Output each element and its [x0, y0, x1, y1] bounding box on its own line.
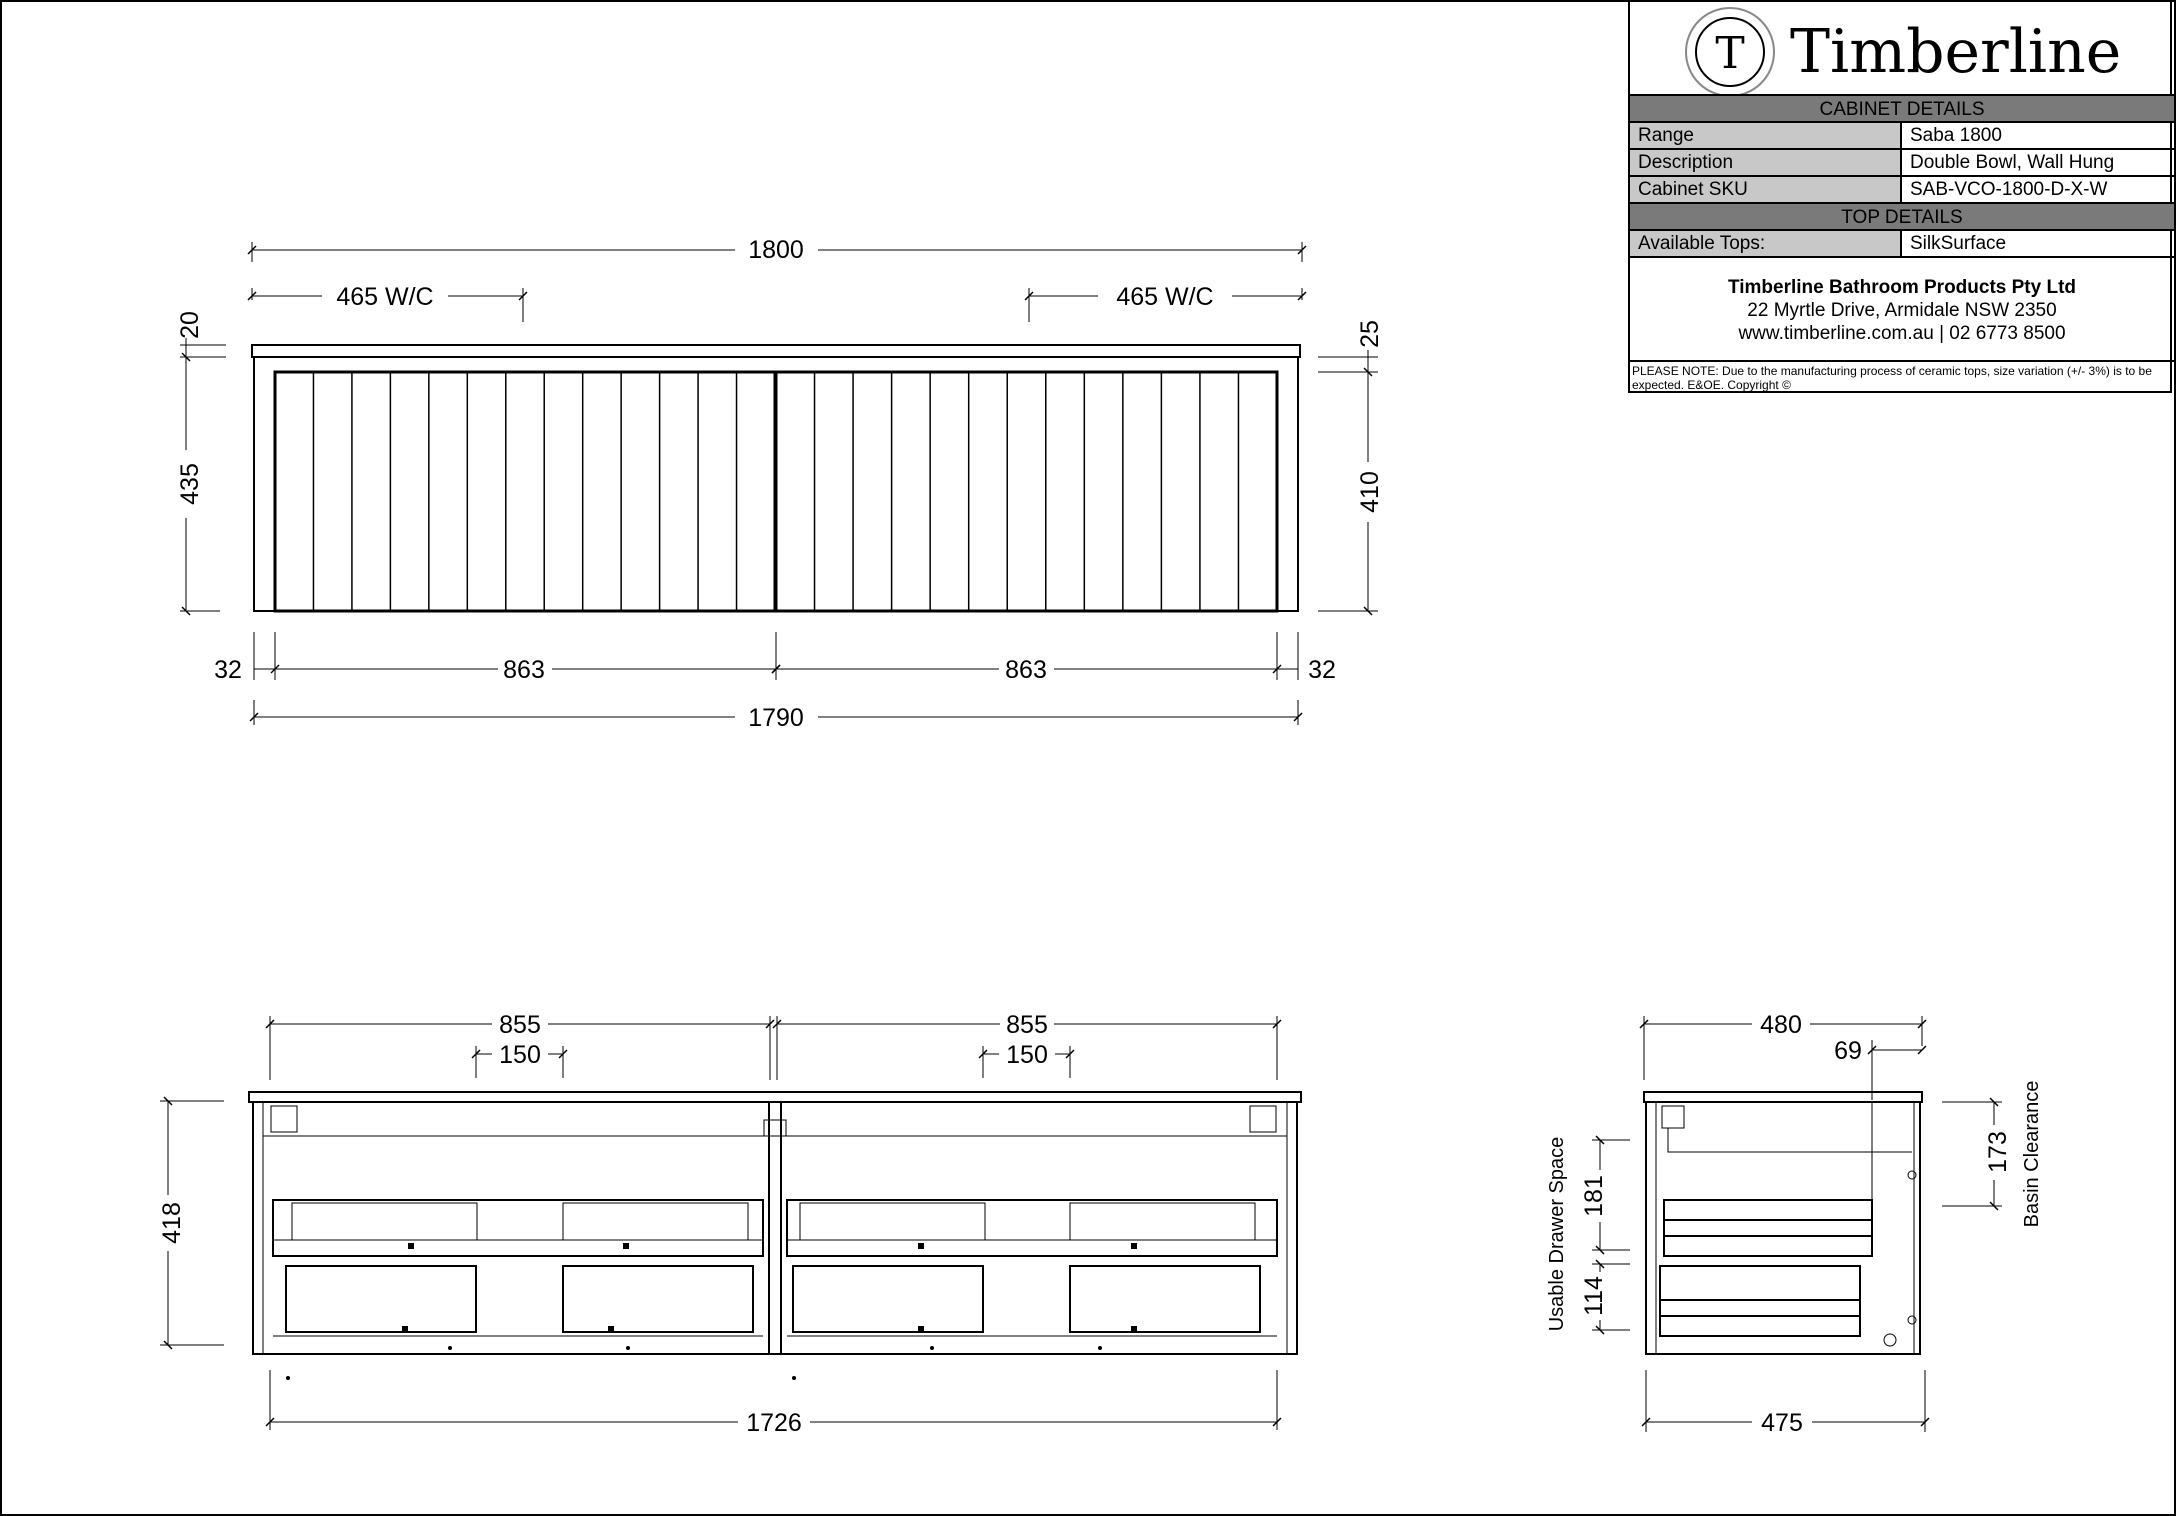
- dim-label-855-left: 855: [499, 1011, 541, 1039]
- dim-height-left: [176, 357, 220, 611]
- dim-label-410: 410: [1356, 471, 1384, 513]
- lower-drawer-right-a: [793, 1266, 983, 1332]
- door-left: [275, 372, 775, 611]
- dim-label-waste-right: 465 W/C: [1116, 283, 1214, 311]
- detail-value: SAB-VCO-1800-D-X-W: [1910, 179, 2108, 200]
- detail-row-range: [1630, 123, 2174, 150]
- dim-side-depth-bottom: [1646, 1370, 1925, 1437]
- dim-label-1726: 1726: [746, 1409, 802, 1437]
- dim-label-side-left: 32: [214, 656, 242, 684]
- dim-label-69: 69: [1834, 1037, 1862, 1065]
- detail-label: Description: [1630, 150, 1902, 175]
- side-upper-drawer: [1664, 1200, 1872, 1256]
- dim-label-435: 435: [176, 463, 204, 505]
- detail-value: Saba 1800: [1910, 125, 2002, 146]
- dim-label-side-right: 32: [1308, 656, 1336, 684]
- dim-top-right: [1318, 320, 1384, 378]
- detail-row-sku: [1630, 177, 2174, 204]
- dim-door-row: [214, 632, 1336, 684]
- logo-monogram: T: [1715, 28, 1745, 79]
- dim-label-waste-left: 465 W/C: [336, 283, 434, 311]
- dim-label-25: 25: [1356, 320, 1384, 348]
- bracket-right: [1250, 1106, 1276, 1132]
- dim-label-150-left: 150: [499, 1041, 541, 1069]
- company-block: [1630, 264, 2174, 362]
- title-block: [1628, 2, 2172, 393]
- dim-rear-offset: [1834, 1037, 1922, 1100]
- dim-label-150-right: 150: [1006, 1041, 1048, 1069]
- door-right: [776, 372, 1277, 611]
- detail-row-description: [1630, 150, 2174, 177]
- dim-label-1790: 1790: [748, 704, 804, 732]
- brand-wordmark: Timberline: [1790, 17, 2122, 87]
- dim-label-173: 173: [1984, 1131, 2012, 1173]
- dim-inner-width: [270, 1370, 1277, 1437]
- dim-label-181: 181: [1580, 1175, 1608, 1217]
- dim-label-480: 480: [1760, 1011, 1802, 1039]
- dim-side-depth-top: [1644, 1011, 1922, 1080]
- disclaimer-note: PLEASE NOTE: Due to the manufacturing process of ceramic tops, size variation (+/- 3%) is to be expected. E&OE. Copyright ©: [1632, 364, 2152, 392]
- usable-drawer-space-label: Usable Drawer Space: [1546, 1136, 1568, 1332]
- dim-top-left: [176, 311, 226, 362]
- basin-clearance-label: Basin Clearance: [2021, 1080, 2043, 1228]
- lower-drawer-right-b: [1070, 1266, 1260, 1332]
- dim-offset-right: [983, 1041, 1070, 1078]
- dim-label-20: 20: [176, 311, 204, 339]
- dim-label-418: 418: [158, 1202, 186, 1244]
- internal-top-slab: [249, 1092, 1301, 1102]
- bracket-left: [271, 1106, 297, 1132]
- dim-overall-width: [252, 236, 1302, 264]
- internal-carcass: [253, 1102, 1297, 1354]
- detail-label: Available Tops:: [1630, 231, 1902, 256]
- dim-basin-clearance: [1942, 1081, 2043, 1228]
- detail-label: Range: [1630, 123, 1902, 148]
- cabinet-details-heading: CABINET DETAILS: [1630, 96, 2174, 123]
- dim-label-door-left: 863: [503, 656, 545, 684]
- detail-value: Double Bowl, Wall Hung: [1910, 152, 2115, 173]
- top-details-heading: TOP DETAILS: [1630, 204, 2174, 231]
- side-view: [1546, 1011, 2043, 1437]
- lower-drawer-left-a: [286, 1266, 476, 1332]
- company-address: 22 Myrtle Drive, Armidale NSW 2350: [1747, 300, 2057, 321]
- front-view: [176, 236, 1384, 732]
- dim-usable-drawer-space: [1546, 1137, 1630, 1332]
- logo-seal-icon: [1686, 8, 1774, 94]
- detail-value: SilkSurface: [1910, 233, 2007, 254]
- dim-label-475: 475: [1761, 1409, 1803, 1437]
- dim-label-114: 114: [1580, 1276, 1608, 1316]
- dim-label-1800: 1800: [748, 236, 804, 264]
- internal-view: [158, 1011, 1301, 1437]
- dim-waste-left: [252, 283, 523, 322]
- company-name: Timberline Bathroom Products Pty Ltd: [1727, 277, 2077, 298]
- upper-drawer-right: [787, 1200, 1277, 1256]
- dim-waste-right: [1029, 283, 1302, 322]
- dim-height-right: [1318, 372, 1384, 611]
- upper-drawer-left: [273, 1200, 763, 1256]
- dim-label-855-right: 855: [1006, 1011, 1048, 1039]
- detail-label: Cabinet SKU: [1630, 177, 1902, 202]
- lower-drawer-left-b: [563, 1266, 753, 1332]
- bracket-centre: [764, 1120, 786, 1136]
- detail-row-tops: [1630, 231, 2174, 258]
- brand-logo: [1630, 2, 2174, 96]
- dim-internal-height: [158, 1101, 224, 1345]
- dim-label-door-right: 863: [1005, 656, 1047, 684]
- side-top-slab: [1644, 1092, 1922, 1102]
- front-top-slab: [252, 345, 1300, 357]
- dim-cabinet-width: [254, 700, 1298, 732]
- company-contact: www.timberline.com.au | 02 6773 8500: [1738, 323, 2066, 344]
- dim-offset-left: [476, 1041, 563, 1078]
